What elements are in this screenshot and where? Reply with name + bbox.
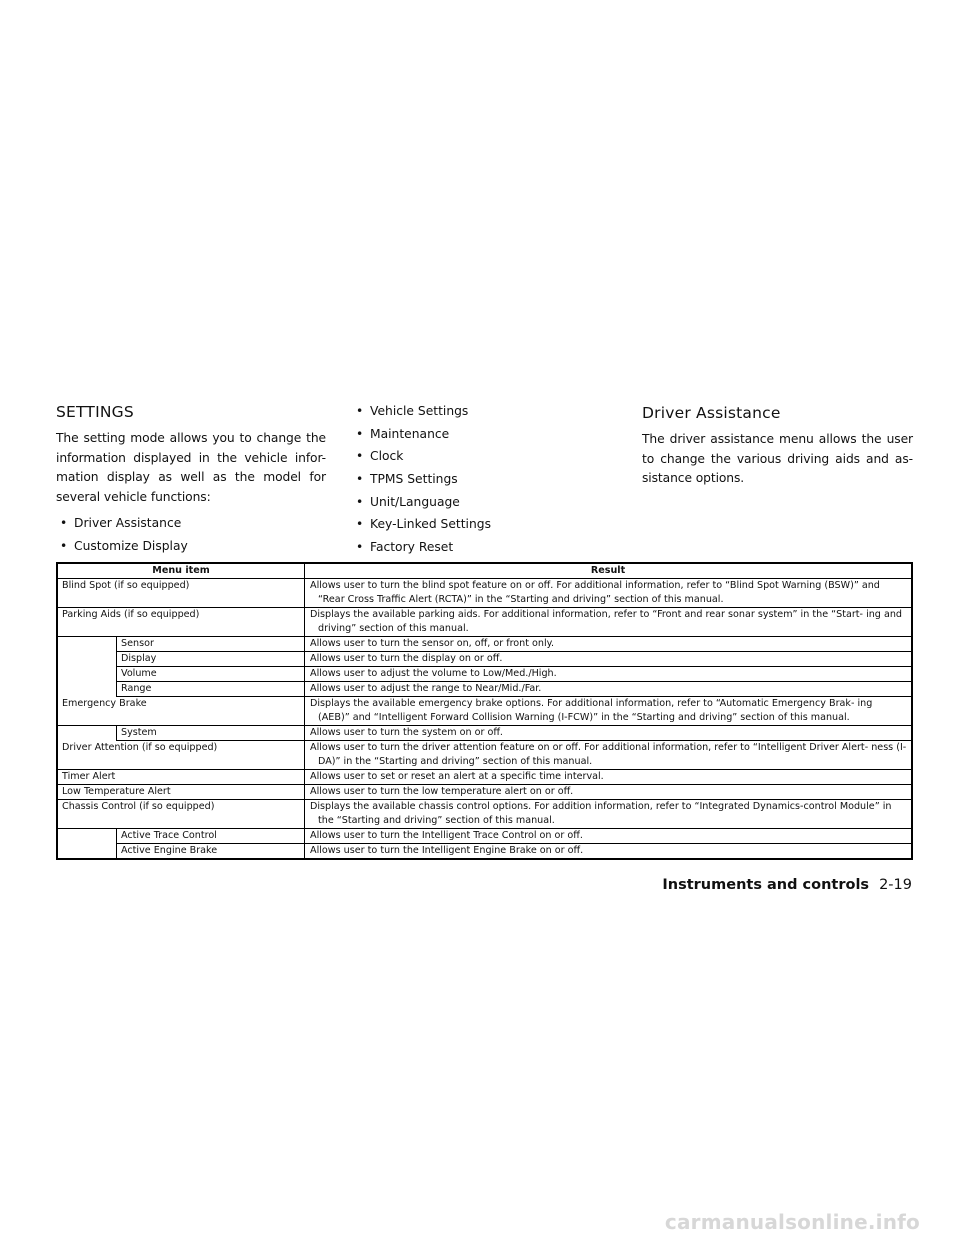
menu-item-cell: Chassis Control (if so equipped)	[57, 800, 305, 829]
table-row	[57, 829, 912, 844]
settings-menu-table	[56, 562, 913, 860]
menu-item-cell: Blind Spot (if so equipped)	[57, 579, 305, 608]
result-cell: Allows user to set or reset an alert at a specific time interval.	[305, 770, 913, 785]
list-item: • TPMS Settings	[354, 470, 604, 493]
menu-item-cell: Timer Alert	[57, 770, 305, 785]
bullet-icon: •	[356, 404, 364, 418]
sub-menu-item-cell: Active Trace Control	[117, 829, 305, 844]
table-row	[57, 785, 912, 800]
page-number: 2-19	[879, 877, 912, 893]
menu-item-cell: Driver Attention (if so equipped)	[57, 741, 305, 770]
indent-cell	[57, 637, 117, 652]
settings-bullets-col1	[56, 514, 326, 559]
driver-assistance-body: The driver assistance menu allows the user to change the various driving aids and as- sistance options.	[642, 432, 913, 485]
column-header-result: Result	[305, 563, 913, 579]
driver-assistance-heading: Driver Assistance	[642, 404, 781, 422]
list-item: • Unit/Language	[354, 493, 604, 516]
result-cell: Allows user to turn the Intelligent Engine Brake on or off.	[305, 844, 913, 860]
watermark: carmanualsonline.info	[664, 1210, 920, 1234]
menu-item-cell: Low Temperature Alert	[57, 785, 305, 800]
table-row	[57, 741, 912, 770]
table-row	[57, 844, 912, 860]
indent-cell	[57, 844, 117, 860]
settings-section	[56, 403, 326, 559]
table-row	[57, 770, 912, 785]
result-cell: Displays the available emergency brake options. For additional information, refer to “Automatic Emergency Brak- ing (AEB)” and “Intelligent Forward Collision Warning (I-FCW)” in the “Starting and driving” section of this manual.	[305, 697, 913, 726]
list-item: • Clock	[354, 447, 604, 470]
table-row	[57, 726, 912, 741]
indent-cell	[57, 829, 117, 844]
bullet-icon: •	[356, 517, 364, 532]
sub-menu-item-cell: Volume	[117, 667, 305, 682]
table-row	[57, 637, 912, 652]
menu-item-cell: Parking Aids (if so equipped)	[57, 608, 305, 637]
result-cell: Allows user to turn the blind spot feature on or off. For additional information, refer to “Blind Spot Warning (BSW)” and “Rear Cross Traffic Alert (RCTA)” in the “Starting and driving” section of this manual.	[305, 579, 913, 608]
table-row	[57, 697, 912, 726]
sub-menu-item-cell: Sensor	[117, 637, 305, 652]
sub-menu-item-cell: Range	[117, 682, 305, 697]
column-header-menu-item: Menu item	[57, 563, 305, 579]
indent-cell	[57, 667, 117, 682]
indent-cell	[57, 652, 117, 667]
settings-intro: The setting mode allows you to change the information displayed in the vehicle infor- mation display as well as the model for several vehicle functions:	[56, 431, 326, 504]
list-item: • Factory Reset	[354, 538, 604, 561]
list-item: • Driver Assistance	[58, 514, 326, 537]
driver-assistance-section	[642, 404, 913, 489]
sub-menu-item-cell: Active Engine Brake	[117, 844, 305, 860]
result-cell: Allows user to turn the display on or off.	[305, 652, 913, 667]
list-item: • Key-Linked Settings	[354, 515, 604, 538]
result-cell: Allows user to turn the low temperature alert on or off.	[305, 785, 913, 800]
result-cell: Displays the available parking aids. For additional information, refer to “Front and rear sonar system” in the “Start- ing and driving” section of this manual.	[305, 608, 913, 637]
page-footer	[662, 877, 912, 893]
table-row	[57, 608, 912, 637]
result-cell: Allows user to turn the sensor on, off, or front only.	[305, 637, 913, 652]
bullet-icon: •	[60, 538, 68, 553]
list-item: • Customize Display	[58, 537, 326, 560]
table-row	[57, 800, 912, 829]
result-cell: Allows user to adjust the volume to Low/Med./High.	[305, 667, 913, 682]
bullet-icon: •	[356, 426, 364, 441]
sub-menu-item-cell: System	[117, 726, 305, 741]
bullet-icon: •	[60, 516, 68, 530]
table-row	[57, 682, 912, 697]
bullet-icon: •	[356, 494, 364, 509]
menu-item-cell: Emergency Brake	[57, 697, 305, 726]
settings-bullets-col2	[354, 402, 604, 561]
sub-menu-item-cell: Display	[117, 652, 305, 667]
table-row	[57, 652, 912, 667]
indent-cell	[57, 682, 117, 697]
list-item: • Vehicle Settings	[354, 402, 604, 425]
result-cell: Allows user to adjust the range to Near/Mid./Far.	[305, 682, 913, 697]
bullet-icon: •	[356, 472, 364, 487]
table-header-row	[57, 563, 912, 579]
result-cell: Allows user to turn the system on or off.	[305, 726, 913, 741]
table-row	[57, 667, 912, 682]
list-item: • Maintenance	[354, 425, 604, 448]
bullet-icon: •	[356, 449, 364, 464]
footer-section-title: Instruments and controls	[662, 877, 870, 893]
result-cell: Displays the available chassis control options. For addition information, refer to “Integrated Dynamics-control Module” in the “Starting and driving” section of this manual.	[305, 800, 913, 829]
result-cell: Allows user to turn the driver attention feature on or off. For additional information, refer to “Intelligent Driver Alert- ness (I-DA)” in the “Starting and driving” section of this manual.	[305, 741, 913, 770]
indent-cell	[57, 726, 117, 741]
table-row	[57, 579, 912, 608]
result-cell: Allows user to turn the Intelligent Trace Control on or off.	[305, 829, 913, 844]
bullet-icon: •	[356, 540, 364, 555]
settings-heading: SETTINGS	[56, 403, 134, 421]
